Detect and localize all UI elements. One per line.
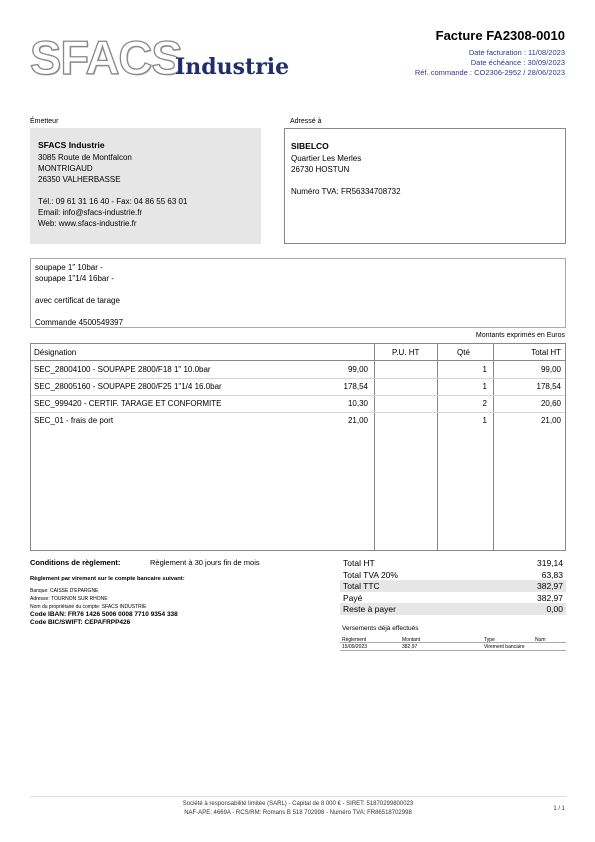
iban: Code IBAN: FR76 1426 5006 0008 7710 9354 338 (30, 611, 178, 618)
row-unit-price: 10,30 (347, 399, 368, 408)
note-line: soupape 1"1/4 16bar - (35, 274, 114, 283)
total-label: Reste à payer (343, 604, 396, 614)
total-row (340, 557, 566, 569)
row-quantity: 1 (482, 416, 487, 425)
payment-amount: 382,97 (402, 644, 418, 650)
bank-name: Banque: CAISSE D'EPARGNE (30, 588, 99, 594)
row-total: 99,00 (540, 365, 561, 374)
total-row (340, 580, 566, 592)
total-row (340, 592, 566, 604)
emitter-address-line: 3085 Route de Montfalcon (38, 153, 132, 162)
bank-transfer-title: Règlement par virement sur le compte bancaire suivant: (30, 576, 185, 582)
row-unit-price: 21,00 (347, 416, 368, 425)
row-designation: SEC_999420 - CERTIF. TARAGE ET CONFORMITE (34, 399, 222, 408)
emitter-email: Email: info@sfacs-industrie.fr (38, 208, 143, 217)
emitter-phone: Tél.: 09 61 31 16 40 - Fax: 04 86 55 63 01 (38, 197, 188, 206)
legal-footer (30, 796, 566, 818)
notes-box (30, 258, 566, 328)
total-label: Total TVA 20% (343, 569, 398, 580)
total-row (340, 569, 566, 581)
payment-date: 15/09/2023 (342, 644, 368, 650)
company-logo (30, 31, 290, 84)
payments-table (340, 636, 566, 651)
total-row (340, 603, 566, 615)
header-designation: Désignation (34, 348, 77, 357)
invoice-title: Facture FA2308-0010 (435, 28, 565, 43)
table-row (31, 395, 565, 412)
recipient-label: Adressé à (290, 118, 322, 125)
table-row (31, 412, 565, 429)
row-total: 21,00 (540, 416, 561, 425)
table-header-row (31, 344, 565, 361)
row-quantity: 2 (482, 399, 487, 408)
recipient-address-line: 26730 HOSTUN (291, 165, 350, 174)
row-total: 178,54 (536, 382, 561, 391)
row-total: 20,60 (540, 399, 561, 408)
table-row (31, 378, 565, 395)
total-label: Payé (343, 592, 363, 603)
emitter-address-line: MONTRIGAUD (38, 164, 93, 173)
note-line (35, 306, 561, 317)
payments-header-row (340, 636, 566, 643)
conditions-title: Conditions de règlement: (30, 558, 121, 567)
row-unit-price: 99,00 (347, 365, 368, 374)
totals-box (340, 557, 566, 615)
emitter-website: Web: www.sfacs-industrie.fr (38, 219, 137, 228)
account-owner: Nom du propriétaire du compte: SFACS INDUSTRIE (30, 604, 147, 610)
row-quantity: 1 (482, 382, 487, 391)
payments-header-montant: Montant (402, 637, 421, 643)
total-label: Total TTC (343, 581, 380, 591)
payment-type: Virement bancaire (484, 644, 525, 650)
order-reference: Réf. commande : CO2306-2952 / 28/06/2023 (414, 68, 565, 77)
recipient-vat: Numéro TVA: FR56334708732 (291, 187, 401, 196)
recipient-box (284, 128, 566, 244)
invoice-header (415, 28, 565, 78)
note-line: soupape 1" 10bar - (35, 263, 103, 272)
logo-sfacs-text: SFACS (30, 31, 182, 84)
table-row (31, 361, 565, 378)
payments-title: Versements déjà effectués (342, 625, 419, 632)
total-label: Total HT (343, 558, 375, 568)
payment-row (340, 643, 566, 651)
logo-industrie-text: Industrie (175, 54, 290, 80)
row-designation: SEC_28005160 - SOUPAPE 2800/F25 1"1/4 16.0bar (34, 382, 222, 391)
conditions-value: Règlement à 30 jours fin de mois (150, 558, 260, 567)
recipient-name: SIBELCO (291, 141, 329, 151)
header-total: Total HT (531, 348, 561, 357)
currency-note: Montants exprimés en Euros (475, 332, 565, 339)
emitter-name: SFACS Industrie (38, 140, 105, 150)
total-value: 63,83 (541, 569, 563, 580)
row-designation: SEC_01 - frais de port (34, 416, 114, 425)
emitter-address-line: 26350 VALHERBASSE (38, 175, 121, 184)
payments-header-type: Type (484, 637, 495, 643)
footer-line: Société à responsabilité limitée (SARL) - Capital de 8 000 € - SIRET: 51870299800023 (182, 801, 414, 807)
header-quantity: Qté (457, 348, 470, 357)
bic-swift: Code BIC/SWIFT: CEPAFRPP426 (30, 619, 131, 626)
note-line (35, 284, 561, 295)
total-value: 319,14 (537, 558, 563, 568)
items-table (30, 343, 566, 551)
row-quantity: 1 (482, 365, 487, 374)
recipient-address-line: Quartier Les Merles (291, 154, 362, 163)
invoice-due-date: Date échéance : 30/09/2023 (470, 58, 565, 67)
row-designation: SEC_28004100 - SOUPAPE 2800/F18 1" 10.0bar (34, 365, 211, 374)
payments-header-reglement: Règlement (342, 637, 367, 643)
note-line: Commande 4500549397 (35, 318, 124, 327)
total-value: 382,97 (537, 592, 563, 603)
emitter-box (30, 128, 261, 244)
footer-line: NAF-APE: 4669A - RCS/RM: Romans B 518 702998 - Numéro TVA: FR86518702998 (184, 810, 412, 816)
row-unit-price: 178,54 (343, 382, 368, 391)
total-value: 0,00 (546, 604, 563, 614)
invoice-date: Date facturation : 11/08/2023 (468, 48, 565, 57)
header-unit-price: P.U. HT (392, 348, 420, 357)
note-line: avec certificat de tarage (35, 296, 120, 305)
total-value: 382,97 (537, 581, 563, 591)
emitter-label: Émetteur (30, 118, 59, 125)
bank-address: Adresse: TOURNON SUR RHONE (30, 596, 108, 602)
page-number: 1 / 1 (553, 806, 565, 812)
payments-header-num: Num (535, 637, 546, 643)
